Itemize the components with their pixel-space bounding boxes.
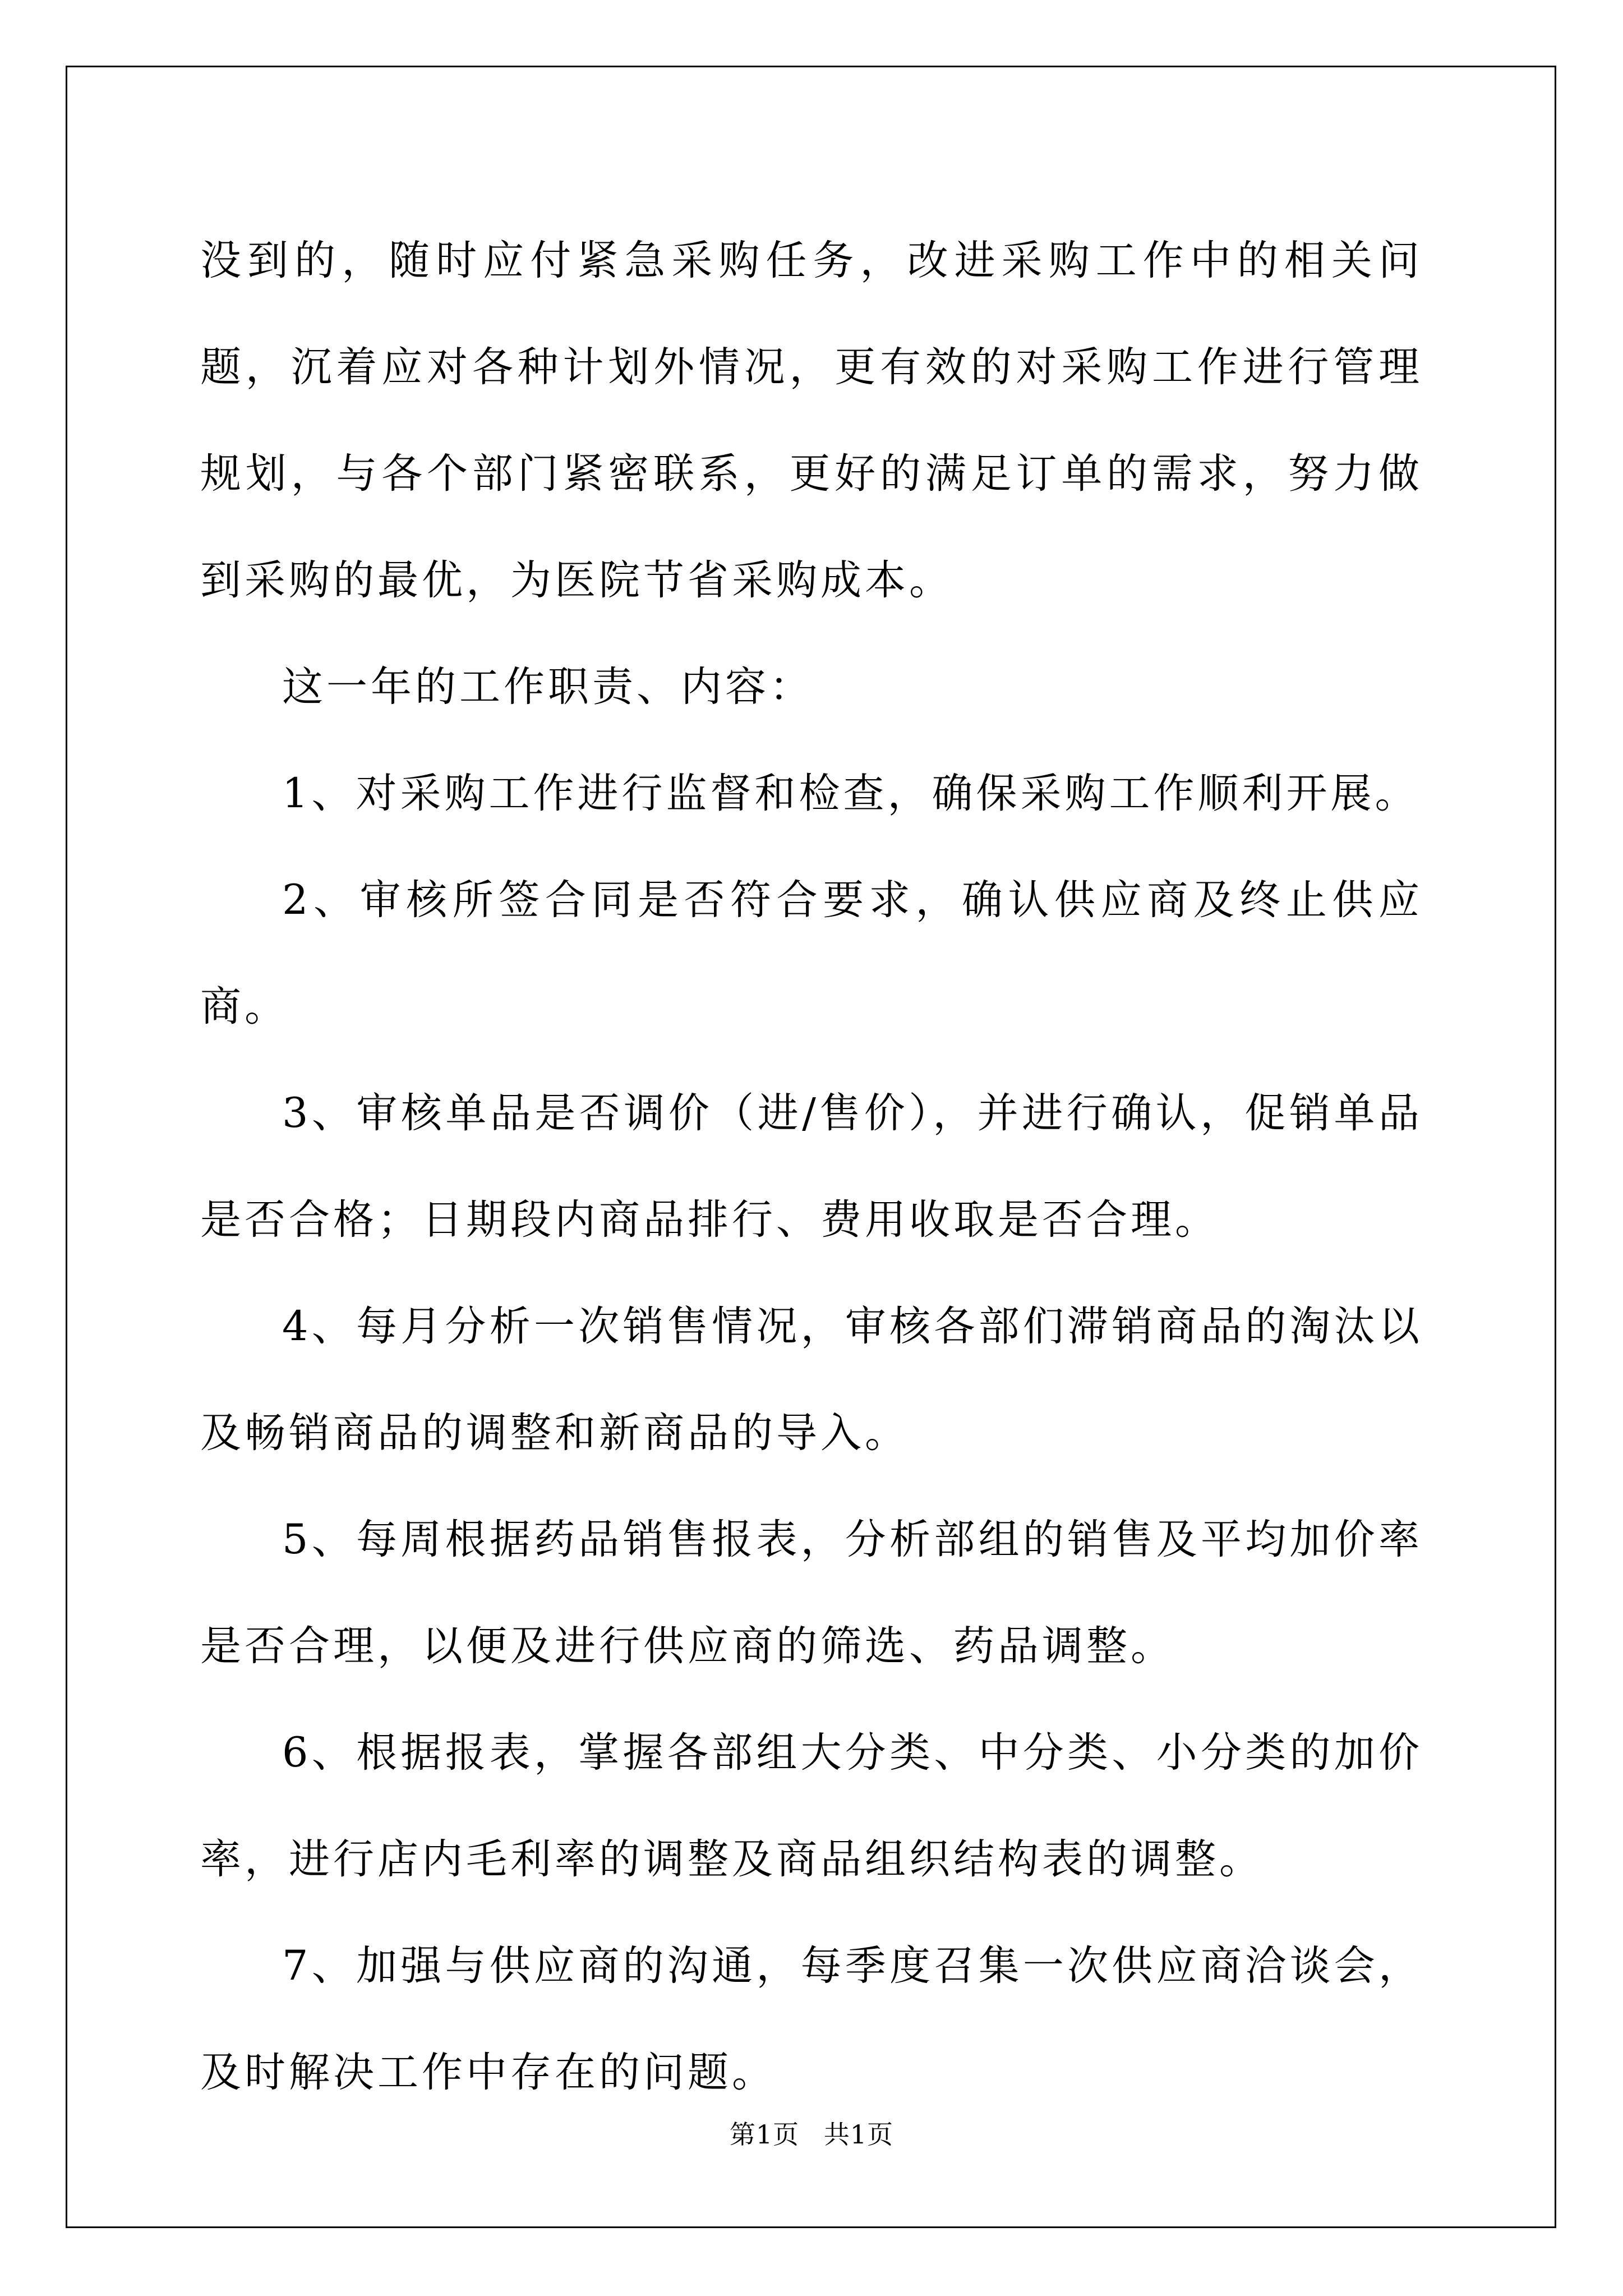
paragraph-5: 3、审核单品是否调价（进/售价），并进行确认，促销单品是否合格；日期段内商品排行、费用收取是否合理。	[200, 1089, 1423, 1244]
page-footer	[0, 2118, 1623, 2151]
page-number-total: 共1页	[823, 2119, 894, 2150]
paragraph-9: 7、加强与供应商的沟通，每季度召集一次供应商洽谈会，及时解决工作中存在的问题。	[200, 1942, 1423, 2096]
paragraph-6: 4、每月分析一次销售情况，审核各部们滞销商品的淘汰以及畅销商品的调整和新商品的导入。	[200, 1303, 1423, 1457]
paragraph-1: 没到的，随时应付紧急采购任务，改进采购工作中的相关问题，沉着应对各种计划外情况，更有效的对采购工作进行管理规划，与各个部门紧密联系，更好的满足订单的需求，努力做到采购的最优，为医院节省采购成本。	[200, 237, 1423, 604]
paragraph-4: 2、审核所签合同是否符合要求，确认供应商及终止供应商。	[200, 876, 1423, 1030]
page-number-current: 第1页	[729, 2119, 800, 2150]
paragraph-3: 1、对采购工作进行监督和检查，确保采购工作顺利开展。	[282, 770, 1419, 817]
paragraph-2: 这一年的工作职责、内容：	[282, 663, 814, 711]
document-body	[200, 208, 1423, 2126]
paragraph-8: 6、根据报表，掌握各部组大分类、中分类、小分类的加价率，进行店内毛利率的调整及商品组织结构表的调整。	[200, 1729, 1423, 1883]
paragraph-7: 5、每周根据药品销售报表，分析部组的销售及平均加价率是否合理，以便及进行供应商的筛选、药品调整。	[200, 1516, 1423, 1670]
